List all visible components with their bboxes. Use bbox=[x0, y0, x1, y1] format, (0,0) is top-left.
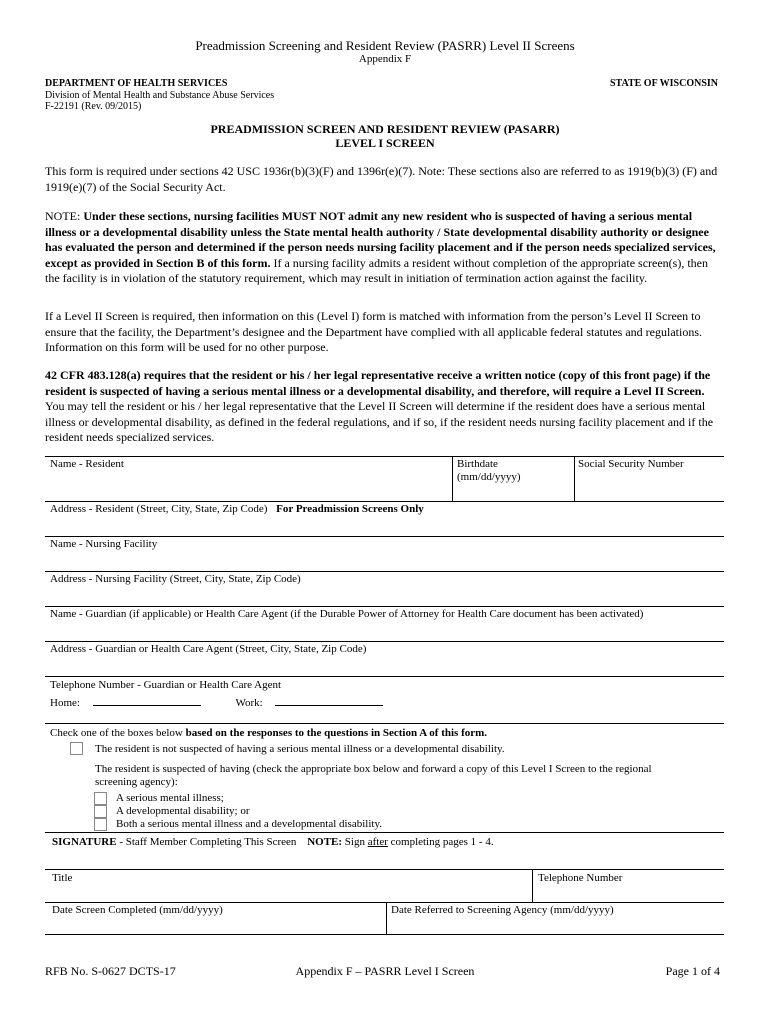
note-lead: NOTE: bbox=[45, 209, 84, 223]
guardian-name-field[interactable] bbox=[50, 608, 722, 638]
signature-label-rest: - Staff Member Completing This Screen bbox=[116, 836, 297, 848]
home-label: Home: bbox=[50, 697, 80, 709]
date-referred-label: Date Referred to Screening Agency (mm/dd/yyyy) bbox=[391, 904, 614, 916]
note-rest-text: If a nursing facility admits a resident without completion of the appropriate screen(s), then the facility is in violation of the statutory requirement, which may result in initiation of termination action against the facility. bbox=[45, 255, 708, 286]
footer-page-number: Page 1 of 4 bbox=[665, 964, 720, 978]
department-name: DEPARTMENT OF HEALTH SERVICES bbox=[45, 78, 228, 89]
row-divider bbox=[45, 536, 724, 537]
suspected-label: The resident is suspected of having (check the appropriate box below and forward a copy of this Level I Screen to the regional screening agency): bbox=[95, 763, 652, 788]
form-top-border bbox=[45, 456, 724, 457]
developmental-disability-label: A developmental disability; or bbox=[116, 805, 250, 817]
date-completed-label: Date Screen Completed (mm/dd/yyyy) bbox=[52, 904, 223, 916]
signature-label-bold: SIGNATURE bbox=[52, 836, 117, 848]
note-bold-text: Under these sections, nursing facilities MUST NOT admit any new resident who is suspected of having a serious mental illness or a developmental disability unless the State mental health authority / State developmental disability authority or designee has evaluated the person and determined if the person needs nursing facility placement and if the person needs specialized services, except as provided in Section B of this form. bbox=[45, 209, 716, 270]
home-phone-input[interactable] bbox=[93, 695, 201, 706]
facility-address-label: Address - Nursing Facility (Street, City, State, Zip Code) bbox=[50, 573, 301, 585]
developmental-disability-checkbox[interactable] bbox=[94, 805, 107, 818]
serious-mental-illness-checkbox[interactable] bbox=[94, 792, 107, 805]
both-conditions-checkbox[interactable] bbox=[94, 818, 107, 831]
note-paragraph bbox=[45, 209, 725, 287]
signature-note-bold: NOTE: bbox=[307, 836, 343, 848]
form-bottom-border bbox=[45, 934, 724, 935]
both-conditions-label: Both a serious mental illness and a developmental disability. bbox=[116, 818, 382, 830]
signature-note-pre: Sign bbox=[342, 836, 368, 848]
birthdate-field[interactable] bbox=[457, 458, 569, 498]
cfr-rest-text: You may tell the resident or his / her legal representative that the Level II Screen will determine if the resident does have a serious mental illness or developmental disability, as defined in the federal regulations, and if so, if the resident needs nursing facility placement and if the resident needs specialized services. bbox=[45, 399, 714, 445]
title-field[interactable] bbox=[52, 872, 528, 900]
not-suspected-checkbox[interactable] bbox=[70, 742, 83, 755]
resident-name-label: Name - Resident bbox=[50, 458, 124, 470]
ssn-divider bbox=[574, 456, 575, 501]
resident-address-label: Address - Resident (Street, City, State, Zip Code) bbox=[50, 503, 268, 515]
signature-note-post: completing pages 1 - 4. bbox=[387, 836, 494, 848]
staff-telephone-field[interactable] bbox=[538, 872, 722, 900]
date-divider bbox=[386, 902, 387, 934]
row-divider bbox=[45, 641, 724, 642]
serious-mental-illness-label: A serious mental illness; bbox=[116, 792, 224, 804]
birthdate-divider bbox=[452, 456, 453, 501]
staff-telephone-label: Telephone Number bbox=[538, 872, 623, 884]
signature-note-after: after bbox=[367, 836, 388, 848]
check-intro-bold: based on the responses to the questions in Section A of this form. bbox=[185, 727, 488, 739]
title-label: Title bbox=[52, 872, 73, 884]
document-title: Preadmission Screening and Resident Review (PASRR) Level II Screens bbox=[195, 38, 575, 53]
footer-appendix: Appendix F – PASRR Level I Screen bbox=[295, 964, 475, 978]
ssn-label: Social Security Number bbox=[578, 458, 684, 470]
guardian-name-label: Name - Guardian (if applicable) or Health Care Agent (if the Durable Power of Attorney for Health Care document has been activated) bbox=[50, 608, 644, 620]
division-name: Division of Mental Health and Substance Abuse Services bbox=[45, 90, 275, 101]
state-label: STATE OF WISCONSIN bbox=[610, 78, 718, 89]
facility-name-field[interactable] bbox=[50, 538, 722, 568]
row-divider bbox=[45, 676, 724, 677]
telephone-row bbox=[50, 695, 383, 710]
cfr-bold-text: 42 CFR 483.128(a) requires that the resident or his / her legal representative receive a written notice (copy of this front page) if the resident is suspected of having a serious mental illness or a developmental disability, and therefore, will require a Level II Screen. bbox=[45, 368, 711, 398]
guardian-telephone-label: Telephone Number - Guardian or Health Care Agent bbox=[50, 679, 282, 691]
form-title-line1: PREADMISSION SCREEN AND RESIDENT REVIEW (PASARR) bbox=[210, 122, 560, 136]
check-instructions bbox=[50, 727, 487, 740]
appendix-label: Appendix F bbox=[358, 53, 412, 65]
row-divider bbox=[45, 606, 724, 607]
row-divider bbox=[45, 723, 724, 724]
row-divider bbox=[45, 501, 724, 502]
level2-paragraph: If a Level II Screen is required, then information on this (Level I) form is matched with information from the person’s Level II Screen to ensure that the facility, the Department’s designee and the Department have complied with all applicable federal statutes and regulations. Information on this form will be used for no other purpose. bbox=[45, 309, 702, 355]
resident-name-field[interactable] bbox=[50, 458, 448, 498]
row-divider bbox=[45, 571, 724, 572]
cfr-paragraph bbox=[45, 368, 725, 446]
check-intro-plain: Check one of the boxes below bbox=[50, 727, 186, 739]
form-title-line2: LEVEL I SCREEN bbox=[335, 136, 435, 150]
birthdate-format: (mm/dd/yyyy) bbox=[457, 471, 521, 483]
facility-name-label: Name - Nursing Facility bbox=[50, 538, 158, 550]
row-divider bbox=[45, 902, 724, 903]
ssn-field[interactable] bbox=[578, 458, 723, 498]
work-label: Work: bbox=[235, 697, 263, 709]
signature-field[interactable] bbox=[52, 836, 722, 866]
intro-paragraph: This form is required under sections 42 USC 1936r(b)(3)(F) and 1396r(e)(7). Note: These sections also are referred to as 1919(b)(3) (F) and 1919(e)(7) of the Social Security Act. bbox=[45, 164, 718, 194]
footer-rfb-number: RFB No. S-0627 DCTS-17 bbox=[45, 964, 176, 978]
date-referred-field[interactable] bbox=[391, 904, 721, 932]
row-divider bbox=[45, 869, 724, 870]
row-divider bbox=[45, 832, 724, 833]
guardian-address-field[interactable] bbox=[50, 643, 722, 673]
form-number: F-22191 (Rev. 09/2015) bbox=[45, 101, 142, 112]
birthdate-label: Birthdate bbox=[457, 458, 498, 470]
resident-address-field[interactable] bbox=[50, 503, 722, 533]
not-suspected-label: The resident is not suspected of having a serious mental illness or a developmental disability. bbox=[95, 743, 505, 755]
date-completed-field[interactable] bbox=[52, 904, 382, 932]
work-phone-input[interactable] bbox=[275, 695, 383, 706]
facility-address-field[interactable] bbox=[50, 573, 722, 603]
preadmission-note: For Preadmission Screens Only bbox=[276, 503, 424, 515]
telephone-divider bbox=[532, 869, 533, 902]
guardian-address-label: Address - Guardian or Health Care Agent (Street, City, State, Zip Code) bbox=[50, 643, 367, 655]
